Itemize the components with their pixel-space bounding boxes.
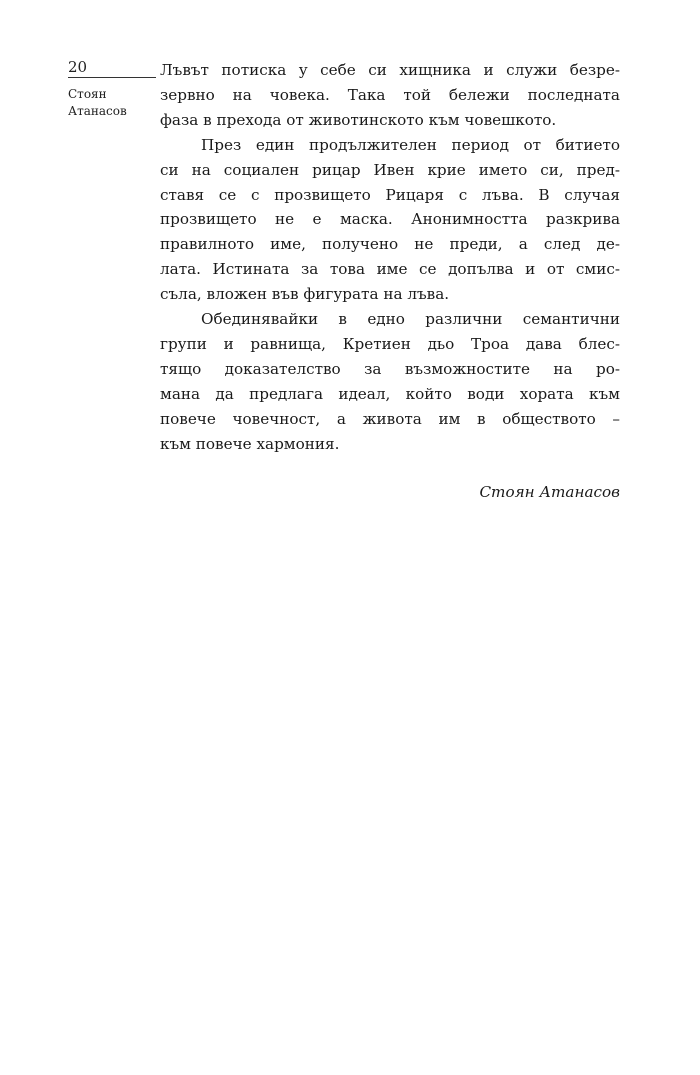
text-line: мана да предлага идеал, който води хората към xyxy=(160,384,620,403)
text-line: повече човечност, а живота им в обществото – xyxy=(160,409,620,428)
text-line: тящо доказателство за възможностите на ро- xyxy=(160,359,620,378)
text-line: лата. Истината за това име се допълва и от смис- xyxy=(160,260,620,279)
page-number: 20 xyxy=(68,58,88,76)
text-line: фаза в прехода от животинското към човешкото. xyxy=(160,110,557,129)
paragraph xyxy=(160,307,620,456)
text-line: ставя се с прозвището Рицаря с лъва. В случая xyxy=(160,185,620,204)
text-line: Обединявайки в едно различни семантични xyxy=(201,310,620,329)
main-text xyxy=(160,58,620,504)
text-line: групи и равнища, Кретиен дьо Троа дава блес- xyxy=(160,334,620,353)
paragraph xyxy=(160,133,620,307)
page-margin xyxy=(68,58,154,120)
text-line: Лъвът потиска у себе си хищника и служи безре- xyxy=(160,61,620,79)
author-signature: Стоян Атанасов xyxy=(479,482,620,501)
text-line: прозвището не е маска. Анонимността разкрива xyxy=(160,210,620,229)
text-line: си на социален рицар Ивен крие името си, пред- xyxy=(160,160,620,179)
running-head-line: Атанасов xyxy=(68,104,127,118)
text-line: съла, вложен във фигурата на лъва. xyxy=(160,285,450,304)
text-line: към повече хармония. xyxy=(160,434,340,453)
text-line: През един продължителен период от битието xyxy=(201,135,620,154)
text-line: правилното име, получено не преди, а след де- xyxy=(160,235,620,254)
running-head-line: Стоян xyxy=(68,87,107,101)
header-rule xyxy=(68,77,156,78)
text-line: зервно на човека. Така той бележи последната xyxy=(160,85,620,104)
paragraph xyxy=(160,58,620,133)
running-head xyxy=(68,86,154,120)
